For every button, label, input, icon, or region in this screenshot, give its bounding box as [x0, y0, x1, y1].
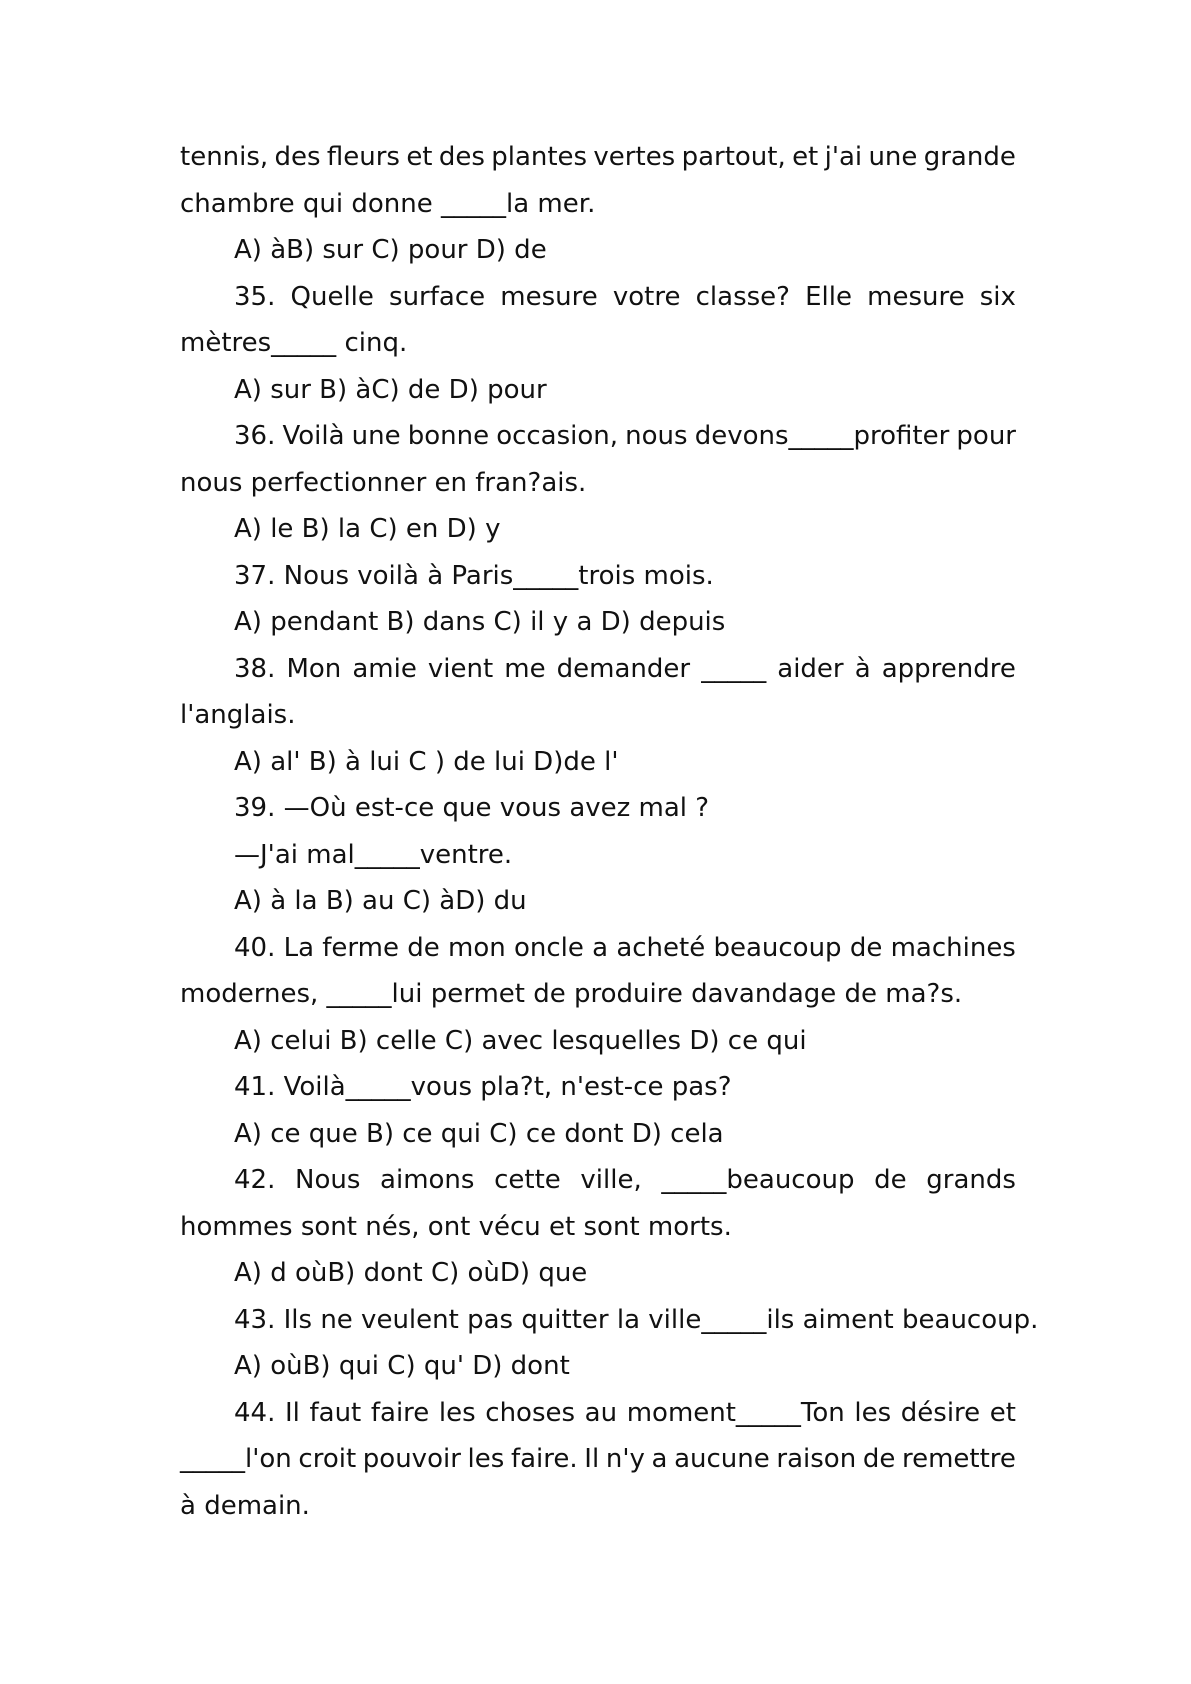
- question-35: [180, 274, 1016, 321]
- answer-options: A) ce que B) ce qui C) ce dont D) cela: [234, 1118, 724, 1149]
- answer-options: A) pendant B) dans C) il y a D) depuis: [234, 607, 726, 637]
- word: tennis,: [180, 142, 269, 172]
- answer-options: A) à la B) au C) àD) du: [234, 886, 527, 916]
- word: pour: [956, 421, 1016, 451]
- word: mon: [448, 932, 506, 963]
- question-43: 43. Ils ne veulent pas quitter la ville_____ils aiment beaucoup.: [234, 1304, 1039, 1335]
- word: demander: [556, 653, 691, 684]
- text-line: à demain.: [180, 1490, 310, 1521]
- word: machines: [890, 932, 1016, 963]
- word: 42.: [234, 1165, 276, 1195]
- word: de: [849, 932, 883, 963]
- word: des: [438, 142, 485, 172]
- answer-options: A) d oùB) dont C) oùD) que: [234, 1258, 588, 1288]
- word: nous: [625, 421, 688, 451]
- word: à: [854, 653, 871, 684]
- word: les: [854, 1397, 892, 1428]
- word: Il: [284, 1397, 300, 1428]
- word: et: [792, 142, 819, 172]
- word: aimons: [380, 1165, 475, 1195]
- word: ville,: [580, 1165, 642, 1195]
- word: désire: [900, 1397, 981, 1428]
- text-line: mètres_____ cinq.: [180, 328, 408, 358]
- word: 40.: [234, 932, 276, 963]
- word: 36.: [234, 421, 276, 451]
- word: les: [467, 1444, 505, 1474]
- answer-options: A) le B) la C) en D) y: [234, 514, 501, 544]
- answer-options: A) al' B) à lui C ) de lui D)de l': [234, 746, 619, 777]
- word: acheté: [616, 932, 706, 963]
- answer-options: A) celui B) celle C) avec lesquelles D) ce qui: [234, 1025, 807, 1056]
- word: des: [274, 142, 321, 172]
- word: devons_____profiter: [694, 421, 950, 451]
- word: une: [868, 142, 918, 172]
- word: de: [862, 1444, 896, 1474]
- question-37: 37. Nous voilà à Paris_____trois mois.: [234, 560, 714, 591]
- word: a: [592, 932, 609, 963]
- word: une: [351, 421, 401, 451]
- word: faire.: [510, 1444, 578, 1474]
- word: classe?: [695, 281, 790, 312]
- question-40: [180, 925, 1016, 972]
- word: mesure: [500, 281, 598, 312]
- word: votre: [612, 281, 681, 312]
- word: six: [979, 281, 1016, 312]
- word: Quelle: [290, 281, 374, 312]
- word: Il: [584, 1444, 600, 1474]
- word: mesure: [867, 281, 965, 312]
- word: bonne: [407, 421, 490, 451]
- word: _____l'on: [180, 1444, 292, 1474]
- question-39: 39. —Où est-ce que vous avez mal ?: [234, 793, 710, 823]
- word: vertes: [593, 142, 676, 172]
- text-line: l'anglais.: [180, 700, 296, 730]
- word: Mon: [286, 653, 342, 684]
- text-line: modernes, _____lui permet de produire davandage de ma?s.: [180, 979, 963, 1009]
- word: beaucoup: [713, 932, 842, 963]
- word: 44.: [234, 1397, 276, 1428]
- word: choses: [485, 1397, 576, 1428]
- word: raison: [776, 1444, 857, 1474]
- word: Nous: [295, 1165, 361, 1195]
- word: amie: [352, 653, 417, 684]
- word: moment_____Ton: [626, 1397, 845, 1428]
- text-line: nous perfectionner en fran?ais.: [180, 467, 587, 498]
- word: surface: [389, 281, 486, 312]
- word: _____beaucoup: [661, 1165, 855, 1195]
- word: et: [989, 1397, 1016, 1428]
- word: n'y: [605, 1444, 645, 1474]
- text-line: chambre qui donne _____la mer.: [180, 188, 596, 219]
- word: a: [651, 1444, 668, 1474]
- word: grands: [926, 1165, 1016, 1195]
- word: apprendre: [881, 653, 1016, 684]
- word: partout,: [681, 142, 786, 172]
- question-44: [180, 1390, 1016, 1437]
- word: plantes: [491, 142, 588, 172]
- word: aider: [777, 653, 844, 684]
- word: et: [406, 142, 433, 172]
- word: Voilà: [282, 421, 345, 451]
- word: croit: [298, 1444, 357, 1474]
- word: remettre: [901, 1444, 1016, 1474]
- word: oncle: [513, 932, 584, 963]
- word: me: [504, 653, 546, 684]
- text-line: hommes sont nés, ont vécu et sont morts.: [180, 1211, 732, 1242]
- word: les: [438, 1397, 476, 1428]
- text-line: [180, 134, 1016, 181]
- word: au: [584, 1397, 618, 1428]
- word: faut: [309, 1397, 362, 1428]
- word: cette: [494, 1165, 561, 1195]
- word: occasion,: [496, 421, 619, 451]
- word: 35.: [234, 281, 276, 312]
- word: faire: [370, 1397, 430, 1428]
- question-41: 41. Voilà_____vous pla?t, n'est-ce pas?: [234, 1072, 732, 1102]
- answer-options: A) sur B) àC) de D) pour: [234, 374, 547, 405]
- word: de: [874, 1165, 907, 1195]
- answer-options: A) àB) sur C) pour D) de: [234, 235, 547, 265]
- word: _____: [701, 653, 767, 684]
- question-38: [180, 646, 1016, 693]
- word: vient: [427, 653, 494, 684]
- question-42: [180, 1157, 1016, 1204]
- document-page: [180, 134, 1039, 1529]
- word: ferme: [322, 932, 399, 963]
- word: fleurs: [326, 142, 400, 172]
- answer-options: A) oùB) qui C) qu' D) dont: [234, 1351, 570, 1381]
- word: de: [407, 932, 440, 963]
- text-line: [180, 1436, 1016, 1483]
- text-line: —J'ai mal_____ventre.: [234, 839, 513, 870]
- question-36: [180, 413, 1016, 460]
- word: aucune: [674, 1444, 770, 1474]
- word: grande: [923, 142, 1016, 172]
- word: j'ai: [824, 142, 863, 172]
- word: Elle: [805, 281, 852, 312]
- word: 38.: [234, 653, 276, 684]
- word: pouvoir: [362, 1444, 461, 1474]
- word: La: [283, 932, 315, 963]
